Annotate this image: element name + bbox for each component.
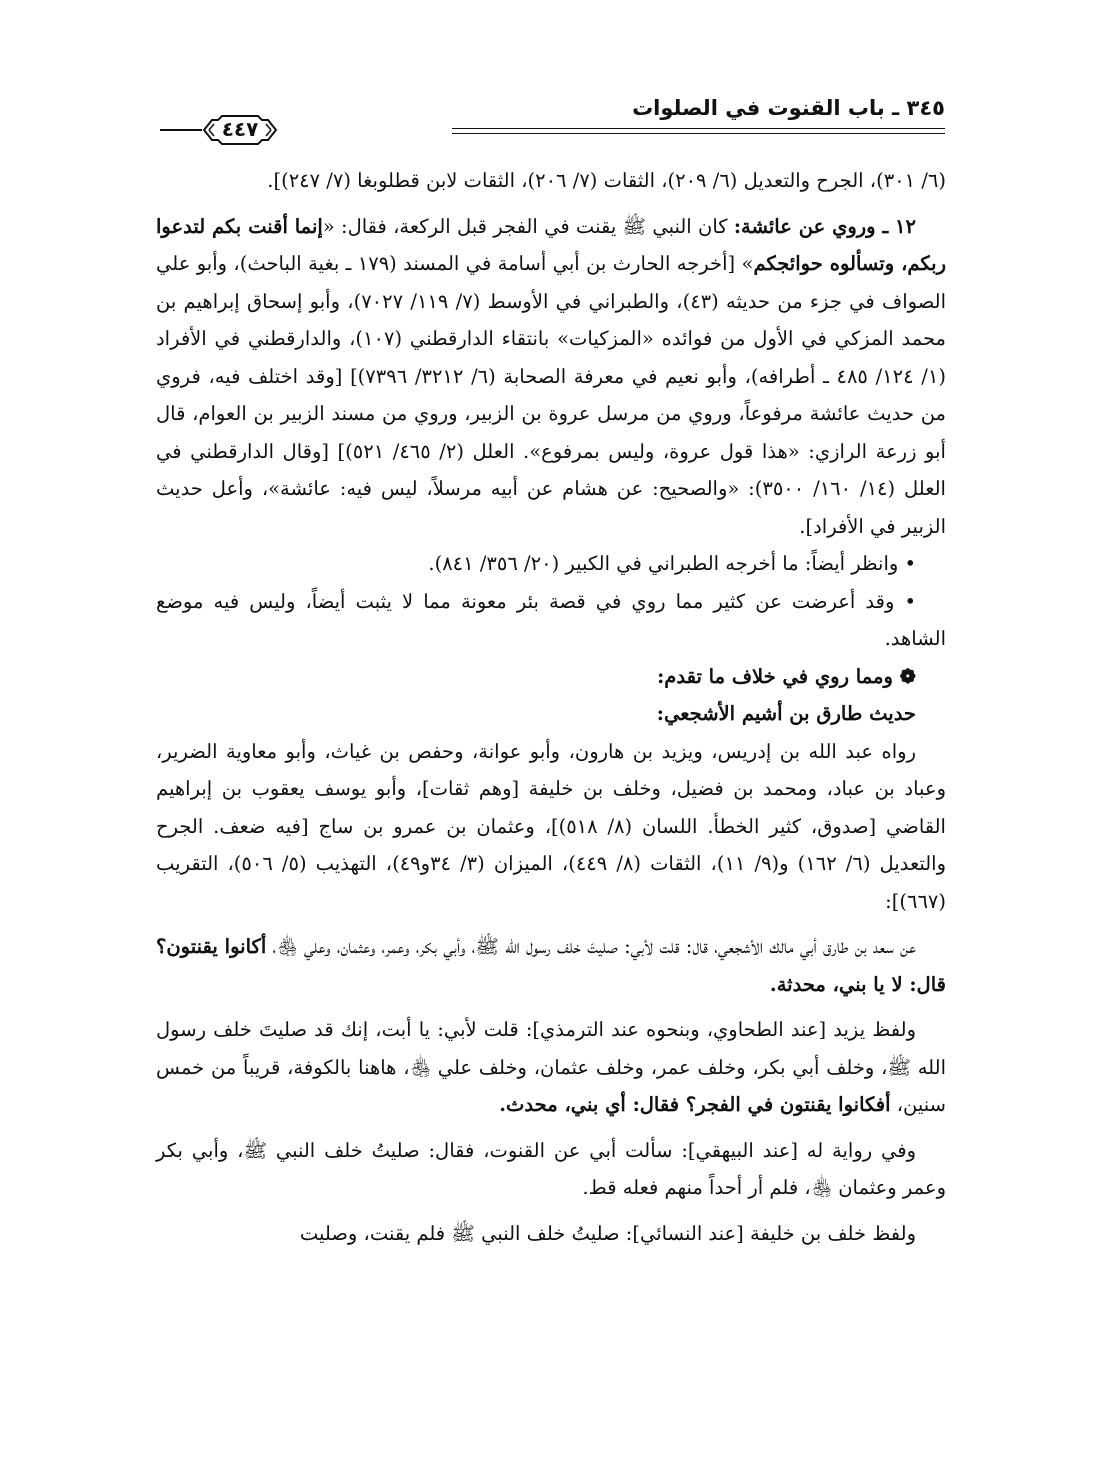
hadith-paragraph: ١٢ ـ وروي عن عائشة: كان النبي ﷺ يقنت في الفجر قبل الركعة، فقال: «إنما أقنت بكم لتدعوا ربكم، وتسألوه حوائجكم» [أخرجه الحارث بن أبي أسامة في المسند (١٧٩ ـ بغية الباحث)، وأبو علي الصواف في جزء من حديثه (٤٣)، والطبراني في الأوسط (٧/ ١١٩/ ٧٠٢٧)، وأبو إسحاق إبراهيم بن محمد المزكي في الأول من فوائده «المزكيات» بانتقاء الدارقطني (١٠٧)، والدارقطني في الأفراد (١/ ١٢٤/ ٤٨٥ ـ أطرافه)، وأبو نعيم في معرفة الصحابة (٦/ ٣٢١٢/ ٧٣٩٦)] [وقد اختلف فيه، فروي من حديث عائشة مرفوعاً، وروي من مرسل عروة بن الزبير، وروي من مسند الزبير بن العوام، قال أبو زرعة الرازي: «هذا قول عروة، وليس بمرفوع». العلل (٢/ ٤٦٥/ ٥٢١)] [وقال الدارقطني في العلل (١٤/ ١٦٠/ ٣٥٠٠): «والصحيح: عن هشام عن أبيه مرسلاً، ليس فيه: عائشة»، وأعل حديث الزبير في الأفراد]. — [156, 214, 946, 538]
header-rule-left — [160, 129, 202, 131]
bullet-note: • وانظر أيضاً: ما أخرجه الطبراني في الكبير (٢٠/ ٣٥٦/ ٨٤١). — [428, 552, 916, 575]
paragraph: وفي رواية له [عند البيهقي]: سألت أبي عن القنوت، فقال: صليتُ خلف النبي ﷺ، وأبي بكر وعمر وعثمان ﵃، فلم أر أحداً منهم فعله قط. — [156, 1138, 946, 1199]
page-number: ٤٤٧ — [221, 117, 259, 141]
section-heading: حديث طارق بن أشيم الأشجعي: — [656, 702, 916, 725]
main-text — [156, 162, 946, 1252]
header-rule — [452, 133, 945, 134]
header-rule — [452, 128, 945, 129]
paragraph: ولفظ يزيد [عند الطحاوي، وبنحوه عند الترمذي]: قلت لأبي: يا أبت، إنك قد صليتَ خلف رسول الله ﷺ، وخلف أبي بكر، وخلف عمر، وخلف عثمان، وخلف علي ﵃، هاهنا بالكوفة، قريباً من خمس سنين، أفكانوا يقنتون في الفجر؟ فقال: أي بني، محدث. — [156, 1018, 946, 1116]
hadith-number: ١٢ ـ وروي عن عائشة: — [733, 214, 916, 238]
hadith-quote: إنما أقنت بكم لتدعوا ربكم، وتسألوه حوائجكم — [156, 214, 946, 275]
paragraph: (٦/ ٣٠١)، الجرح والتعديل (٦/ ٢٠٩)، الثقات (٧/ ٢٠٦)، الثقات لابن قطلوبغا (٧/ ٢٤٧)]. — [267, 169, 946, 192]
chapter-title: ٣٤٥ ـ باب القنوت في الصلوات — [632, 96, 945, 120]
bullet-note: • وقد أعرضت عن كثير مما روي في قصة بئر معونة مما لا يثبت أيضاً، وليس فيه موضع الشاهد. — [156, 589, 946, 650]
page-header — [160, 86, 945, 146]
section-heading: ❁ ومما روي في خلاف ما تقدم: — [657, 664, 916, 688]
page-number-badge — [202, 112, 278, 148]
paragraph: عن سعد بن طارق أبي مالك الأشجعي، قال: قلت لأبي: صليتَ خلف رسول الله ﷺ، وأبي بكر، وعمر، وعثمان، وعلي ﵃، أكانوا يقنتون؟ قال: لا يا بني، محدثة. — [156, 935, 946, 996]
paragraph: رواه عبد الله بن إدريس، ويزيد بن هارون، وأبو عوانة، وحفص بن غياث، وأبو معاوية الضرير، وعباد بن عباد، ومحمد بن فضيل، وخلف بن خليفة [وهم ثقات]، وأبو يوسف يعقوب بن إبراهيم القاضي [صدوق، كثير الخطأ. اللسان (٨/ ٥١٨)]، وعثمان بن عمرو بن ساج [فيه ضعف. الجرح والتعديل (٦/ ١٦٢) و(٩/ ١١)، الثقات (٨/ ٤٤٩)، الميزان (٣/ ٣٤و٤٩)، التهذيب (٥/ ٥٠٦)، التقريب (٦٦٧)]: — [156, 739, 947, 913]
paragraph: ولفظ خلف بن خليفة [عند النسائي]: صليتُ خلف النبي ﷺ فلم يقنت، وصليت — [299, 1221, 916, 1245]
